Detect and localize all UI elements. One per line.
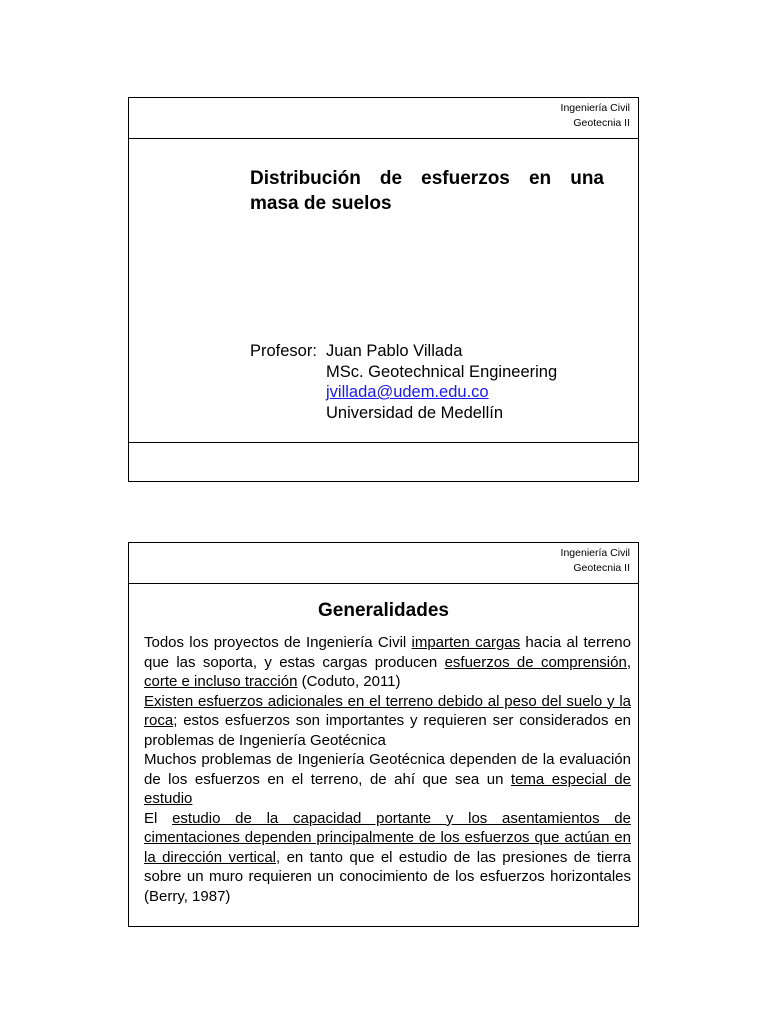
slide-generalidades xyxy=(128,542,639,927)
header-subject: Geotecnia II xyxy=(573,562,630,574)
professor-label: Profesor: xyxy=(250,342,317,360)
presentation-title xyxy=(250,166,604,216)
paragraph-1: Todos los proyectos de Ingeniería Civil imparten cargas hacia al terreno que las soporta, y estas cargas producen esfuerzos de comprensión, corte e incluso tracción (Coduto, 2011) xyxy=(144,634,631,690)
section-title: Generalidades xyxy=(318,600,449,621)
header-course: Ingeniería Civil xyxy=(560,102,630,114)
section-body xyxy=(144,633,631,906)
professor-degree: MSc. Geotechnical Engineering xyxy=(326,362,558,381)
header-course: Ingeniería Civil xyxy=(560,547,630,559)
professor-email-link[interactable]: jvillada@udem.edu.co xyxy=(326,383,489,401)
title-line-1: Distribución de esfuerzos en una xyxy=(250,168,604,189)
paragraph-2: Existen esfuerzos adicionales en el terreno debido al peso del suelo y la roca; estos esfuerzos son importantes y requieren ser considerados en problemas de Ingeniería Geotécnica xyxy=(144,692,631,749)
professor-name: Juan Pablo Villada xyxy=(326,342,463,360)
professor-institution: Universidad de Medellín xyxy=(326,403,504,422)
paragraph-3: Muchos problemas de Ingeniería Geotécnica dependen de la evaluación de los esfuerzos en el terreno, de ahí que sea un tema especial de estudio xyxy=(144,751,631,807)
footer-divider xyxy=(129,442,638,443)
header-subject: Geotecnia II xyxy=(573,117,630,129)
professor-info xyxy=(250,341,557,423)
title-line-2: masa de suelos xyxy=(250,193,392,214)
paragraph-4: El estudio de la capacidad portante y los asentamientos de cimentaciones dependen principalmente de los esfuerzos que actúan en la dirección vertical, en tanto que el estudio de las presiones de tierra sobre un muro requieren un conocimiento de los esfuerzos horizontales (Berry, 1987) xyxy=(144,809,631,905)
slide-header xyxy=(129,543,638,584)
slide-title xyxy=(128,97,639,482)
slide-header xyxy=(129,98,638,139)
